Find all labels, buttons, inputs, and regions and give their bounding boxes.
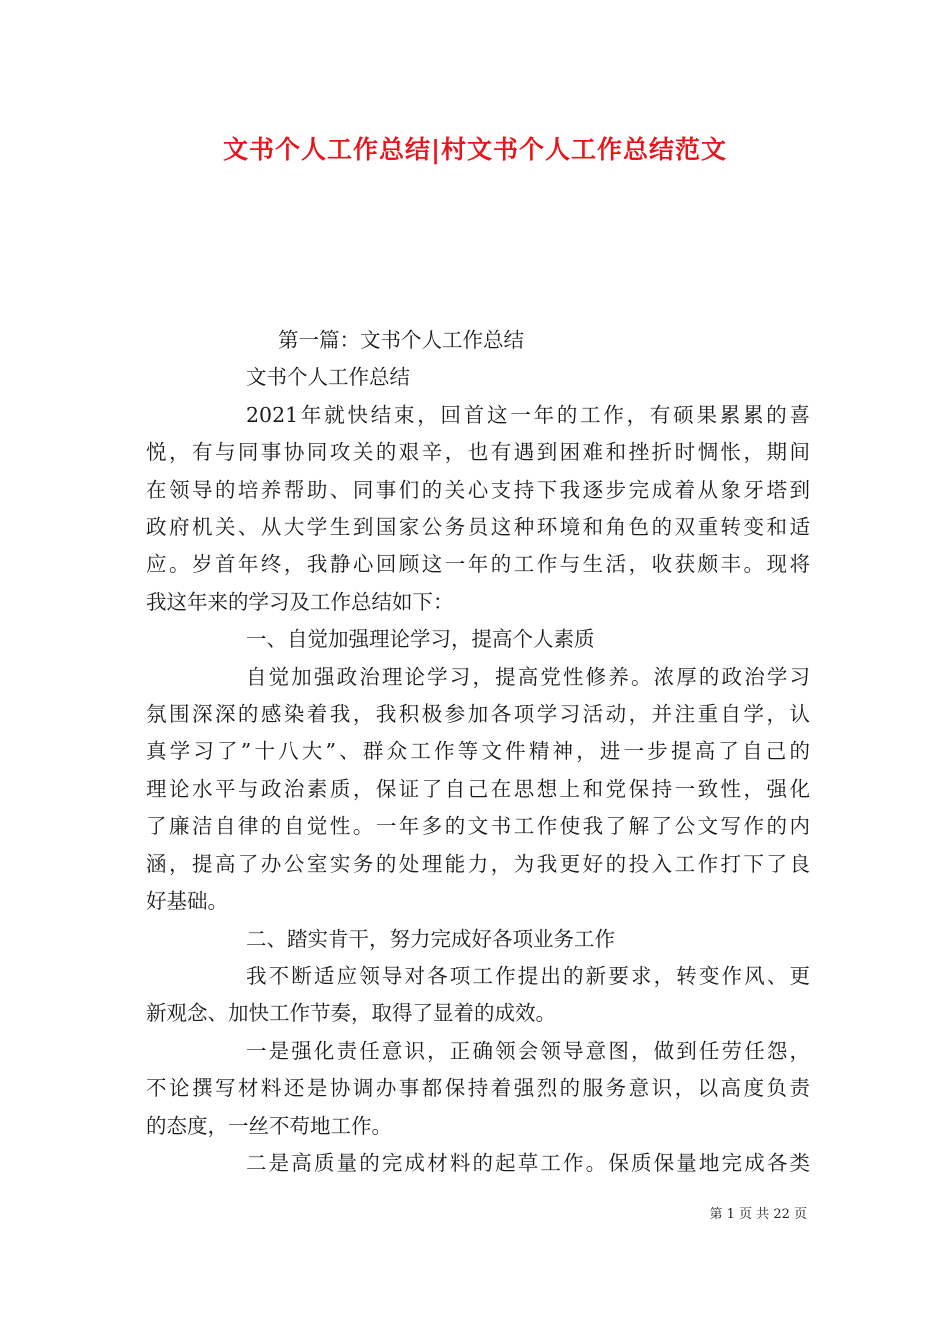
body-line: 2021年就快结束，回首这一年的工作，有硕果累累的喜: [246, 402, 810, 427]
body-lines: [146, 397, 810, 1183]
body-line: 二是高质量的完成材料的起草工作。保质保量地完成各类: [246, 1150, 810, 1175]
body-line: 我这年来的学习及工作总结如下：: [146, 589, 454, 614]
document-title: 文书个人工作总结|村文书个人工作总结范文: [222, 135, 728, 164]
body-line: 应。岁首年终，我静心回顾这一年的工作与生活，收获颇丰。现将: [146, 552, 810, 577]
body-line: 的态度，一丝不苟地工作。: [146, 1113, 392, 1138]
body-line: 悦，有与同事协同攻关的艰辛，也有遇到困难和挫折时惆怅，期间: [146, 440, 810, 465]
body-line: 好基础。: [146, 889, 228, 914]
body-line: 一是强化责任意识，正确领会领导意图，做到任劳任怨，: [246, 1038, 810, 1063]
body-line: 二、踏实肯干，努力完成好各项业务工作: [246, 926, 615, 951]
body-line: 理论水平与政治素质，保证了自己在思想上和党保持一致性，强化: [146, 776, 810, 801]
page-number: 第 1 页 共 22 页: [709, 1207, 807, 1222]
body-line: 政府机关、从大学生到国家公务员这种环境和角色的双重转变和适: [146, 515, 810, 540]
document-body: [146, 322, 810, 1182]
body-line: 真学习了”十八大”、群众工作等文件精神，进一步提高了自己的: [146, 739, 810, 764]
body-line: 自觉加强政治理论学习，提高党性修养。浓厚的政治学习: [246, 664, 810, 689]
body-line: 在领导的培养帮助、同事们的关心支持下我逐步完成着从象牙塔到: [146, 477, 810, 502]
chapter-heading: 第一篇：文书个人工作总结: [278, 328, 524, 352]
body-line: 新观念、加快工作节奏，取得了显着的成效。: [146, 1001, 556, 1026]
body-line: 涵，提高了办公室实务的处理能力，为我更好的投入工作打下了良: [146, 851, 810, 876]
body-line: 氛围深深的感染着我，我积极参加各项学习活动，并注重自学，认: [146, 702, 810, 727]
body-line: 我不断适应领导对各项工作提出的新要求，转变作风、更: [246, 963, 810, 988]
body-line: 不论撰写材料还是协调办事都保持着强烈的服务意识，以高度负责: [146, 1076, 810, 1101]
body-line: 了廉洁自律的自觉性。一年多的文书工作使我了解了公文写作的内: [146, 814, 810, 839]
body-line: 一、自觉加强理论学习，提高个人素质: [246, 627, 595, 652]
document-subtitle: 文书个人工作总结: [246, 365, 410, 390]
